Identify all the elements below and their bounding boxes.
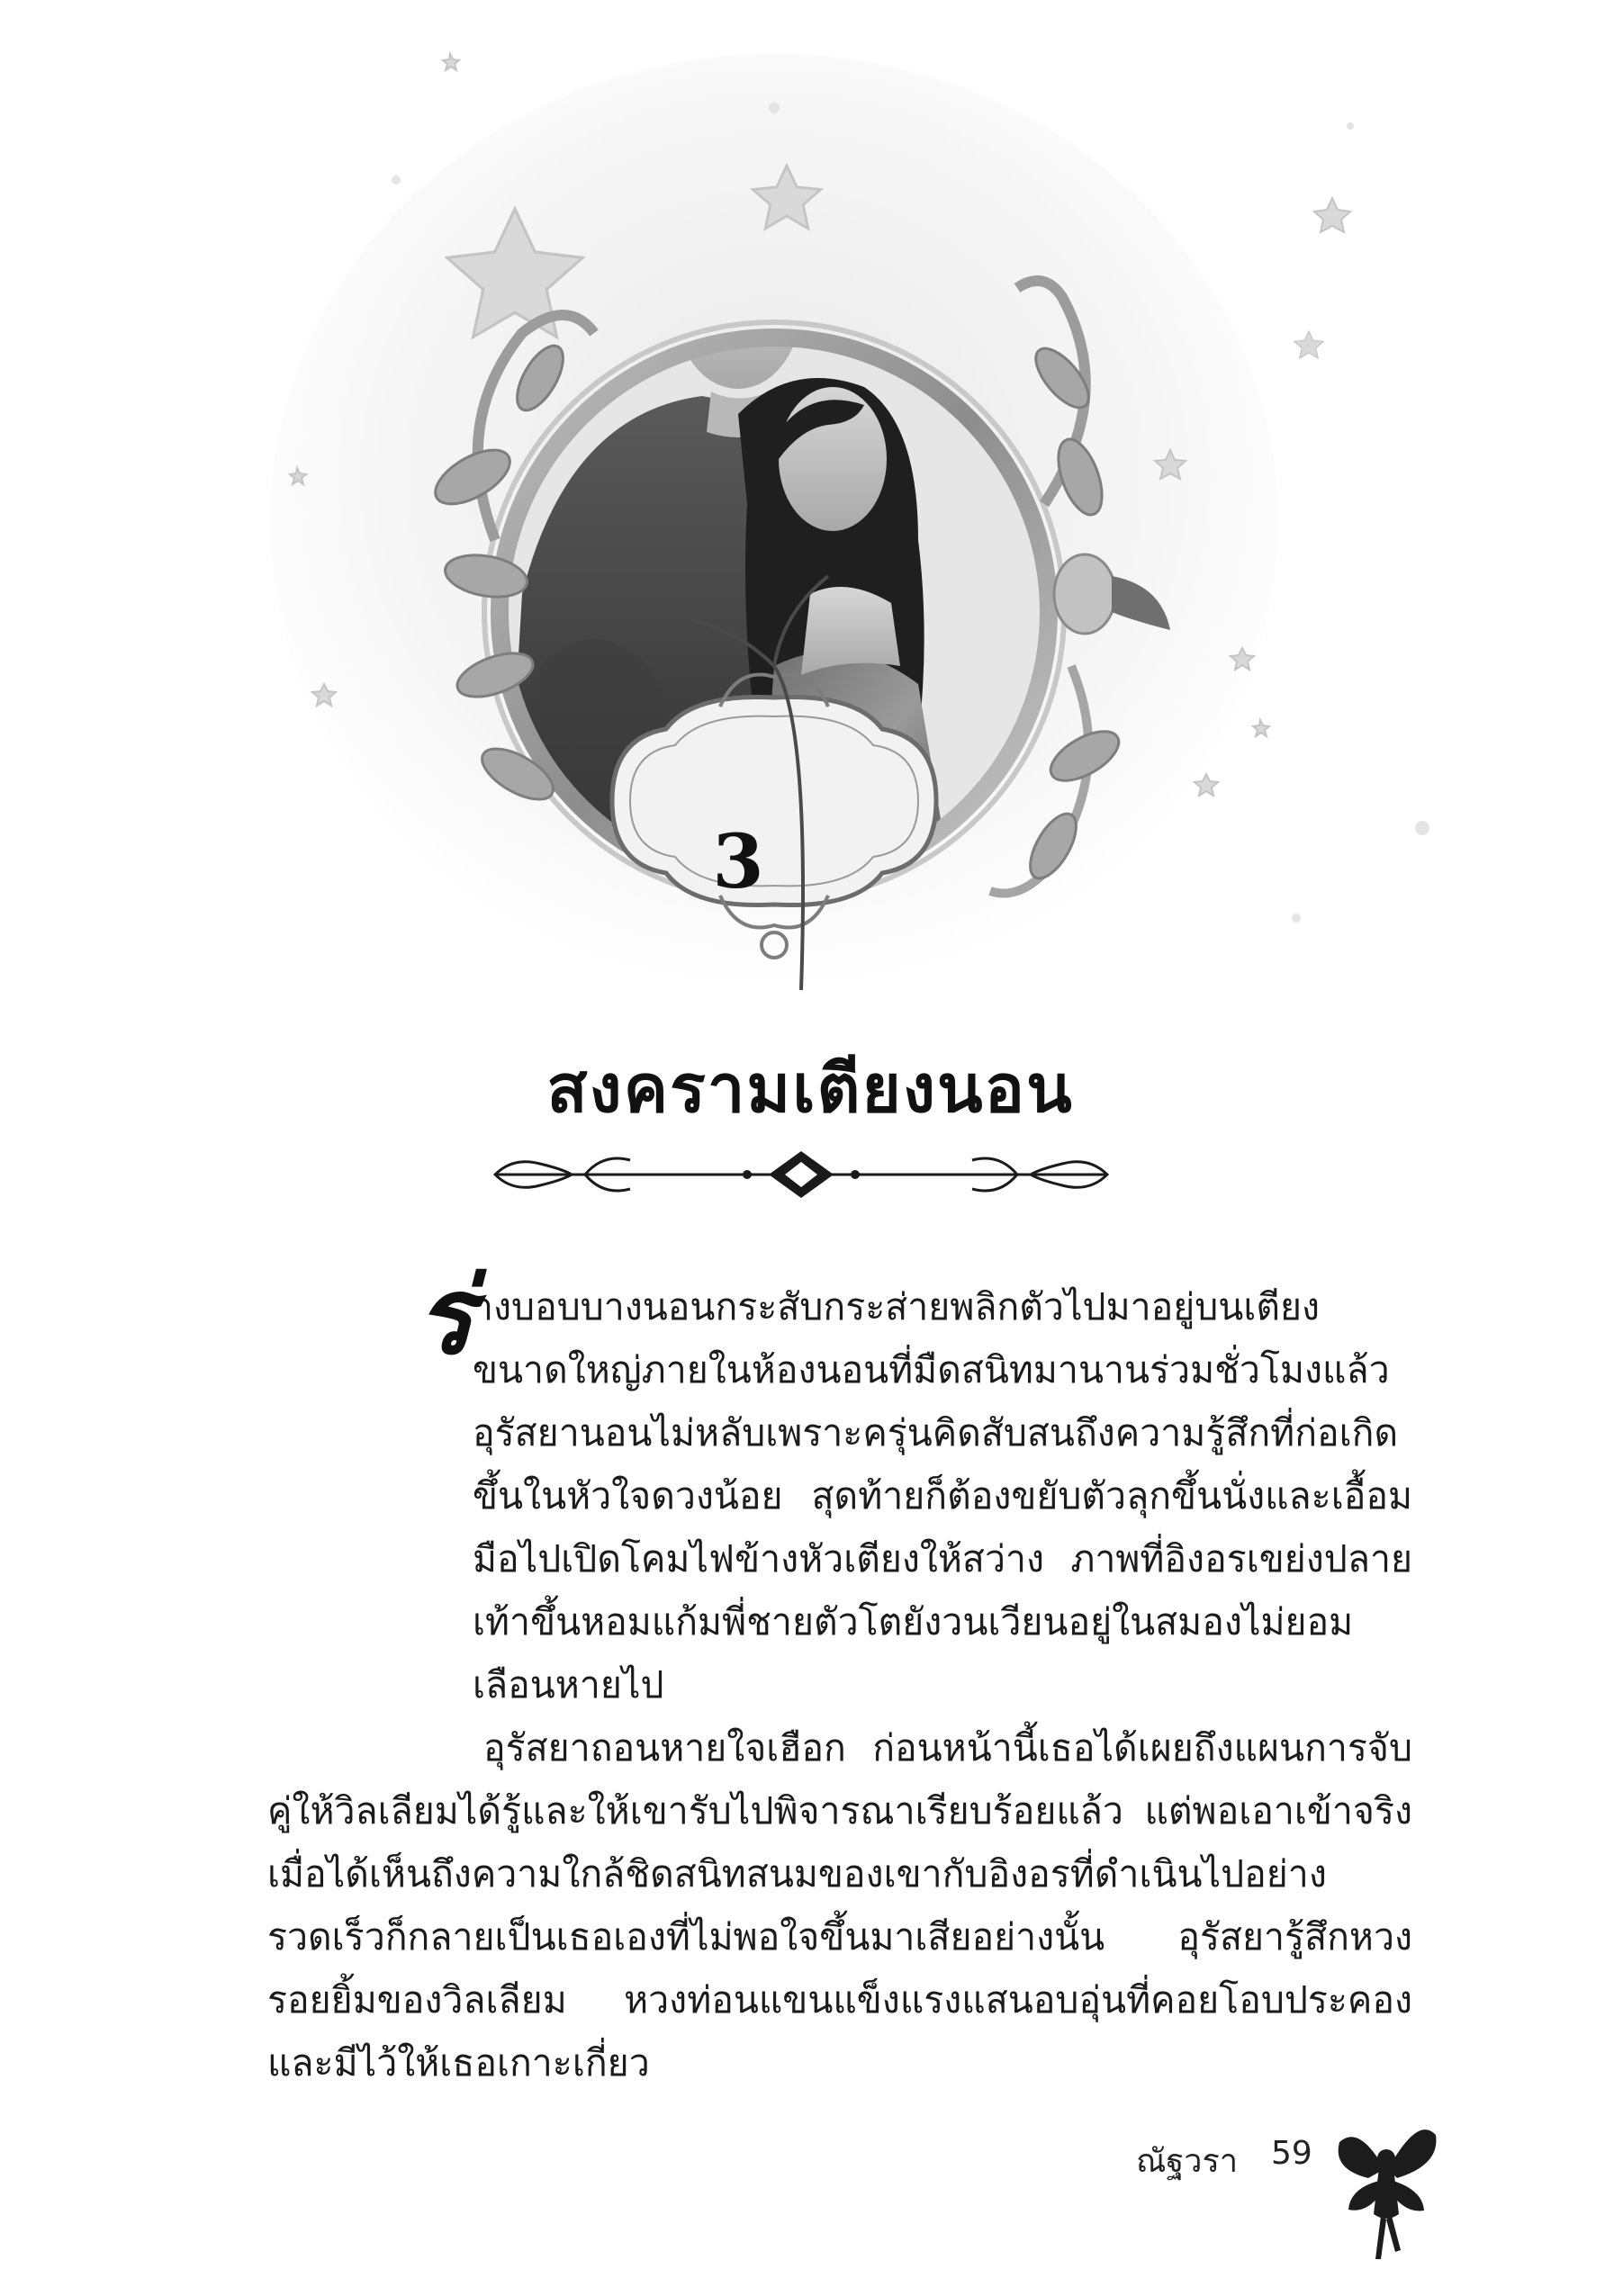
paragraph-text: างบอบบางนอนกระสับกระส่ายพลิกตัวไปมาอยู่บนเตียงขนาดใหญ่ภายในห้องนอนที่มืดสนิทมานานร่วมชั่วโมงแล้ว อุรัสยานอนไม่หลับเพราะครุ่นคิดสับสนถึงความรู้สึกที่ก่อเกิดขึ้นในหัวใจดวงน้อย สุดท้ายก็ต้องขยับตัวลุกขึ้นนั่งและเอื้อมมือไปเปิดโคมไฟข้างหัวเตียงให้สว่าง ภาพที่อิงอรเขย่งปลายเท้าขึ้นหอมแก้มพี่ชายตัวโตยังวนเวียนอยู่ในสมองไม่ยอมเลือนหายไป	[473, 1285, 1412, 1706]
chapter-title: สงครามเตียงนอน	[546, 1050, 1074, 1128]
chapter-body	[267, 1238, 1412, 2094]
paragraph: อุรัสยาถอนหายใจเฮือก ก่อนหน้านี้เธอได้เผยถึงแผนการจับคู่ให้วิลเลียมได้รู้และให้เขารับไปพิจารณาเรียบร้อยแล้ว แต่พอเอาเข้าจริงเมื่อได้เห็นถึงความใกล้ชิดสนิทสนมของเขากับอิงอรที่ดำเนินไปอย่างรวดเร็วก็กลายเป็นเธอเองที่ไม่พอใจขึ้นมาเสียอย่างนั้น อุรัสยารู้สึกหวงรอยยิ้มของวิลเลียม หวงท่อนแขนแข็งแรงแสนอบอุ่นที่คอยโอบประคองและมีไว้ให้เธอเกาะเกี่ยว	[267, 1726, 1412, 2084]
page-number: 59	[1271, 2135, 1312, 2172]
drop-cap: ร่	[416, 1253, 473, 1378]
paragraph	[267, 1253, 1412, 1716]
flourish-divider-icon	[477, 1139, 1125, 1211]
chapter-illustration	[270, 36, 1494, 1071]
page-footer	[1080, 2115, 1584, 2295]
author-name: ณัฐวรา	[1136, 2143, 1239, 2180]
fairy-silhouette-icon	[1332, 2115, 1440, 2268]
chapter-number: 3	[712, 819, 764, 905]
